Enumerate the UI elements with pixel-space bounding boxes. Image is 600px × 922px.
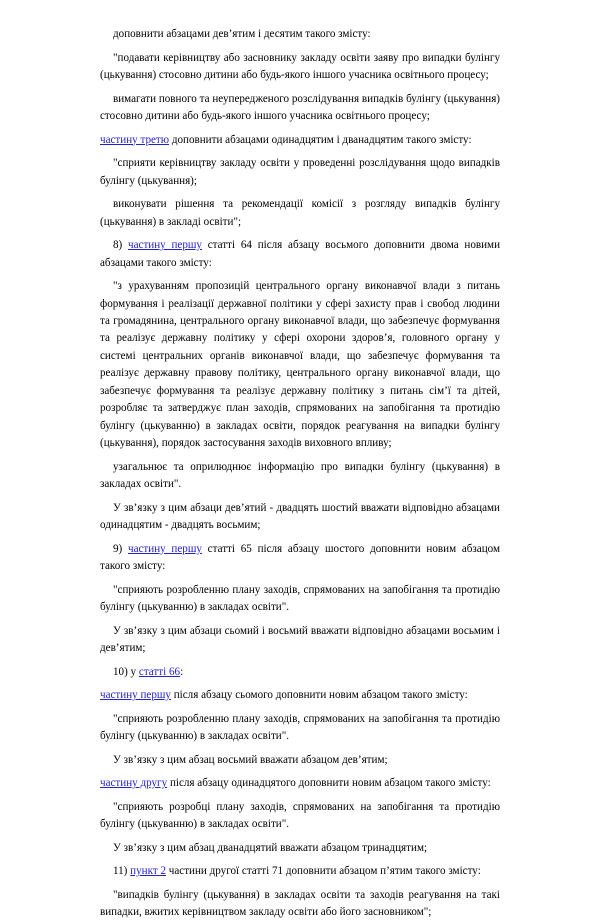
- paragraph-text: "з урахуванням пропозицій центрального органу виконавчої влади з питань формування і реалізації державної політики у сфері захисту прав і свобод людини та громадянина, центрального органу виконавчої влади, що забезпечує формування та реалізує державну політику у сфері охорони здоров’я, головного органу у системі центральних органів виконавчої влади, що забезпечує формування та реалізує державну правову політику, центрального органу виконавчої влади, що забезпечує формування та реалізує державну політику з питань сім’ї та дітей, розробляє та затверджує план заходів, спрямованих на запобігання та протидію булінгу (цькуванню) в закладах освіти, порядок реагування на випадки булінгу (цькування), порядок застосування заходів виховного впливу;: [100, 280, 500, 450]
- legal-reference-link[interactable]: частину першу: [128, 239, 202, 252]
- paragraph-text: доповнити абзацами одинадцятим і дванадцятим такого змісту:: [169, 133, 472, 146]
- paragraph-5: [100, 155, 500, 190]
- paragraph-text: після абзацу одинадцятого доповнити новим абзацом такого змісту:: [167, 777, 491, 790]
- paragraph-1: [100, 26, 500, 43]
- paragraph-text: У зв’язку з цим абзац дванадцятий вважати абзацом тринадцятим;: [113, 841, 428, 854]
- paragraph-10: [100, 500, 500, 535]
- paragraph-text: У зв’язку з цим абзац восьмий вважати абзацом дев’ятим;: [113, 753, 388, 766]
- item-number: 10) у: [113, 665, 139, 678]
- paragraph-text: вимагати повного та неупередженого розслідування випадків булінгу (цькування) стосовно дитини або будь-якого іншого учасника освітнього процесу;: [100, 92, 500, 122]
- paragraph-text: :: [180, 665, 184, 678]
- paragraph-text: У зв’язку з цим абзаци дев’ятий - двадцять шостий вважати відповідно абзацами одинадцятим - двадцять восьмим;: [100, 501, 500, 532]
- paragraph-13: [100, 623, 500, 658]
- legal-reference-link[interactable]: пункт 2: [130, 865, 166, 878]
- item-number: 9): [113, 542, 128, 555]
- paragraph-text: "сприяти керівництву закладу освіти у проведенні розслідування щодо випадків булінгу (цькування);: [100, 157, 500, 187]
- legal-reference-link[interactable]: статті 66: [138, 665, 181, 678]
- paragraph-text: узагальнює та оприлюднює інформацію про випадки булінгу (цькування) в закладах освіти".: [100, 460, 500, 491]
- paragraph-3: [100, 91, 500, 126]
- document-body: [100, 26, 500, 922]
- paragraph-14-item-10: [100, 664, 500, 681]
- paragraph-text: статті 64 після абзацу восьмого доповнити двома новими абзацами такого змісту:: [100, 239, 501, 269]
- item-number: 11): [113, 865, 131, 878]
- paragraph-2: [100, 50, 500, 85]
- paragraph-text: "сприяють розробленню плану заходів, спрямованих на запобігання та протидію булінгу (цькуванню) в закладах освіти".: [100, 712, 500, 743]
- paragraph-text: статті 65 після абзацу шостого доповнити новим абзацом такого змісту:: [100, 542, 500, 573]
- paragraph-text: доповнити абзацами дев’ятим і десятим такого змісту:: [113, 28, 371, 40]
- legal-reference-link[interactable]: частину третю: [100, 133, 170, 146]
- paragraph-text: виконувати рішення та рекомендації комісії з розгляду випадків булінгу (цькування) в закладі освіти";: [100, 198, 500, 228]
- paragraph-16: [100, 711, 500, 746]
- paragraph-18: [100, 775, 500, 792]
- paragraph-21-item-11: [100, 863, 500, 880]
- paragraph-7-item-8: [100, 237, 500, 272]
- paragraph-6: [100, 196, 500, 231]
- paragraph-9: [100, 459, 500, 494]
- paragraph-17: [100, 752, 500, 769]
- paragraph-text: "випадків булінгу (цькування) в закладах освіти та заходів реагування на такі випадки, вжитих керівництвом закладу освіти або його засновником";: [100, 889, 500, 919]
- legal-reference-link[interactable]: частину першу: [127, 542, 202, 555]
- item-number: 8): [113, 239, 129, 252]
- legal-reference-link[interactable]: частину другу: [100, 777, 168, 790]
- paragraph-20: [100, 840, 500, 857]
- paragraph-22: [100, 887, 500, 922]
- paragraph-text: "подавати керівництву або засновнику закладу освіти заяву про випадки булінгу (цькування) стосовно дитини або будь-якого іншого учасника освітнього процесу;: [100, 51, 500, 81]
- legal-reference-link[interactable]: частину першу: [100, 689, 171, 702]
- paragraph-text: частини другої статті 71 доповнити абзацом п’ятим такого змісту:: [166, 865, 481, 878]
- paragraph-text: "сприяють розробці плану заходів, спрямованих на запобігання та протидію булінгу (цькуванню) в закладах освіти".: [100, 800, 500, 831]
- paragraph-19: [100, 799, 500, 834]
- paragraph-11-item-9: [100, 541, 500, 576]
- paragraph-12: [100, 582, 500, 617]
- paragraph-text: "сприяють розробленню плану заходів, спрямованих на запобігання та протидію булінгу (цькуванню) в закладах освіти".: [100, 583, 500, 614]
- paragraph-8: [100, 278, 500, 453]
- paragraph-4: [100, 132, 500, 149]
- paragraph-text: після абзацу сьомого доповнити новим абзацом такого змісту:: [170, 689, 468, 702]
- paragraph-15: [100, 687, 500, 704]
- paragraph-text: У зв’язку з цим абзаци сьомий і восьмий вважати відповідно абзацами восьмим і дев’ятим;: [100, 624, 500, 655]
